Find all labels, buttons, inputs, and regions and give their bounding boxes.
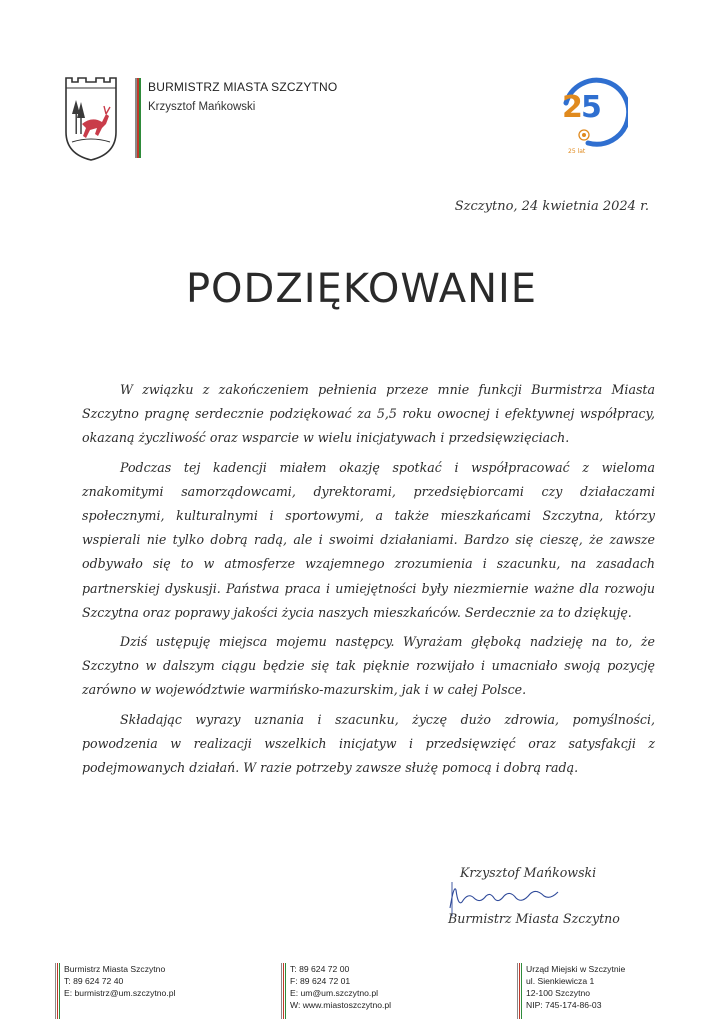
header-accent-bars	[135, 78, 140, 158]
date-line: Szczytno, 24 kwietnia 2024 r.	[454, 199, 649, 214]
letter-title: PODZIĘKOWANIE	[185, 266, 538, 312]
city-crest-logo	[62, 76, 120, 162]
footer-phone: T: 89 624 72 00	[290, 964, 350, 974]
signature-name: Krzysztof Mańkowski	[460, 865, 597, 880]
footer-website-link[interactable]: W: www.miastoszczytno.pl	[290, 1000, 392, 1010]
footer-office: Burmistrz Miasta Szczytno	[64, 964, 166, 974]
footer-email-link[interactable]: E: burmistrz@um.szczytno.pl	[64, 988, 176, 998]
footer-street: ul. Sienkiewicza 1	[526, 976, 595, 986]
footer-postcode: 12-100 Szczytno	[526, 988, 591, 998]
footer-fax: F: 89 624 72 01	[290, 976, 351, 986]
footer-phone: T: 89 624 72 40	[64, 976, 124, 986]
svg-text:2: 2	[562, 90, 583, 125]
org-person: Krzysztof Mańkowski	[148, 101, 256, 113]
org-name: BURMISTRZ MIASTA SZCZYTNO	[148, 80, 338, 94]
footer-bars-3	[517, 963, 522, 1019]
footer-bars-2	[281, 963, 286, 1019]
footer-office-name: Urząd Miejski w Szczytnie	[526, 964, 626, 974]
letter-body	[82, 378, 655, 785]
anniversary-logo	[548, 73, 628, 159]
paragraph-4: Składając wyrazy uznania i szacunku, życzę dużo zdrowia, pomyślności, powodzenia w realizacji wszelkich inicjatyw i przedsięwzięć oraz satysfakcji z podejmowanych działań. W razie potrzeby zawsze służę pomocą i dobrą radą.	[82, 711, 655, 776]
svg-text:5: 5	[581, 90, 602, 125]
footer-col-1	[64, 963, 175, 999]
footer-email-link[interactable]: E: um@um.szczytno.pl	[290, 988, 379, 998]
paragraph-3: Dziś ustępuję miejsca mojemu następcy. Wyrażam głęboką nadzieję na to, że Szczytno w dalszym ciągu będzie się tak pięknie rozwijało i umacniało swoją pozycję zarówno w województwie warmińsko-mazurskim, jak i w całej Polsce.	[82, 634, 655, 698]
footer-nip: NIP: 745-174-86-03	[526, 1000, 602, 1010]
footer-bars-1	[55, 963, 60, 1019]
footer-col-2	[290, 963, 391, 1011]
signature-role: Burmistrz Miasta Szczytno	[448, 911, 620, 926]
paragraph-1: W związku z zakończeniem pełnienia przeze mnie funkcji Burmistrza Miasta Szczytno pragnę serdecznie podziękować za 5,5 roku owocnej i efektywnej współpracy, okazaną życzliwość oraz wsparcie w wielu inicjatywach i przedsięwzięciach.	[82, 382, 655, 446]
footer-col-3	[526, 963, 625, 1011]
header-bar-green	[139, 78, 141, 158]
anniversary-label: 25 lat	[568, 148, 586, 155]
paragraph-2: Podczas tej kadencji miałem okazję spotkać i współpracować z wieloma znakomitymi samorządowcami, dyrektorami, przedsiębiorcami czy działaczami społecznymi, kulturalnymi i sportowymi, a także mieszkańcami Szczytna, którzy wspierali nie tylko dobrą radą, ale i swoimi działaniami. Bardzo się cieszę, że zawsze odbywało się to w atmosferze wzajemnego zrozumienia i szacunku, na zasadach partnerskiej dyskusji. Państwa praca i umiejętności były niezmiernie ważne dla rozwoju Szczytna oraz poprawy jakości życia naszych mieszkańców. Serdecznie za to dziękuję.	[82, 459, 655, 620]
